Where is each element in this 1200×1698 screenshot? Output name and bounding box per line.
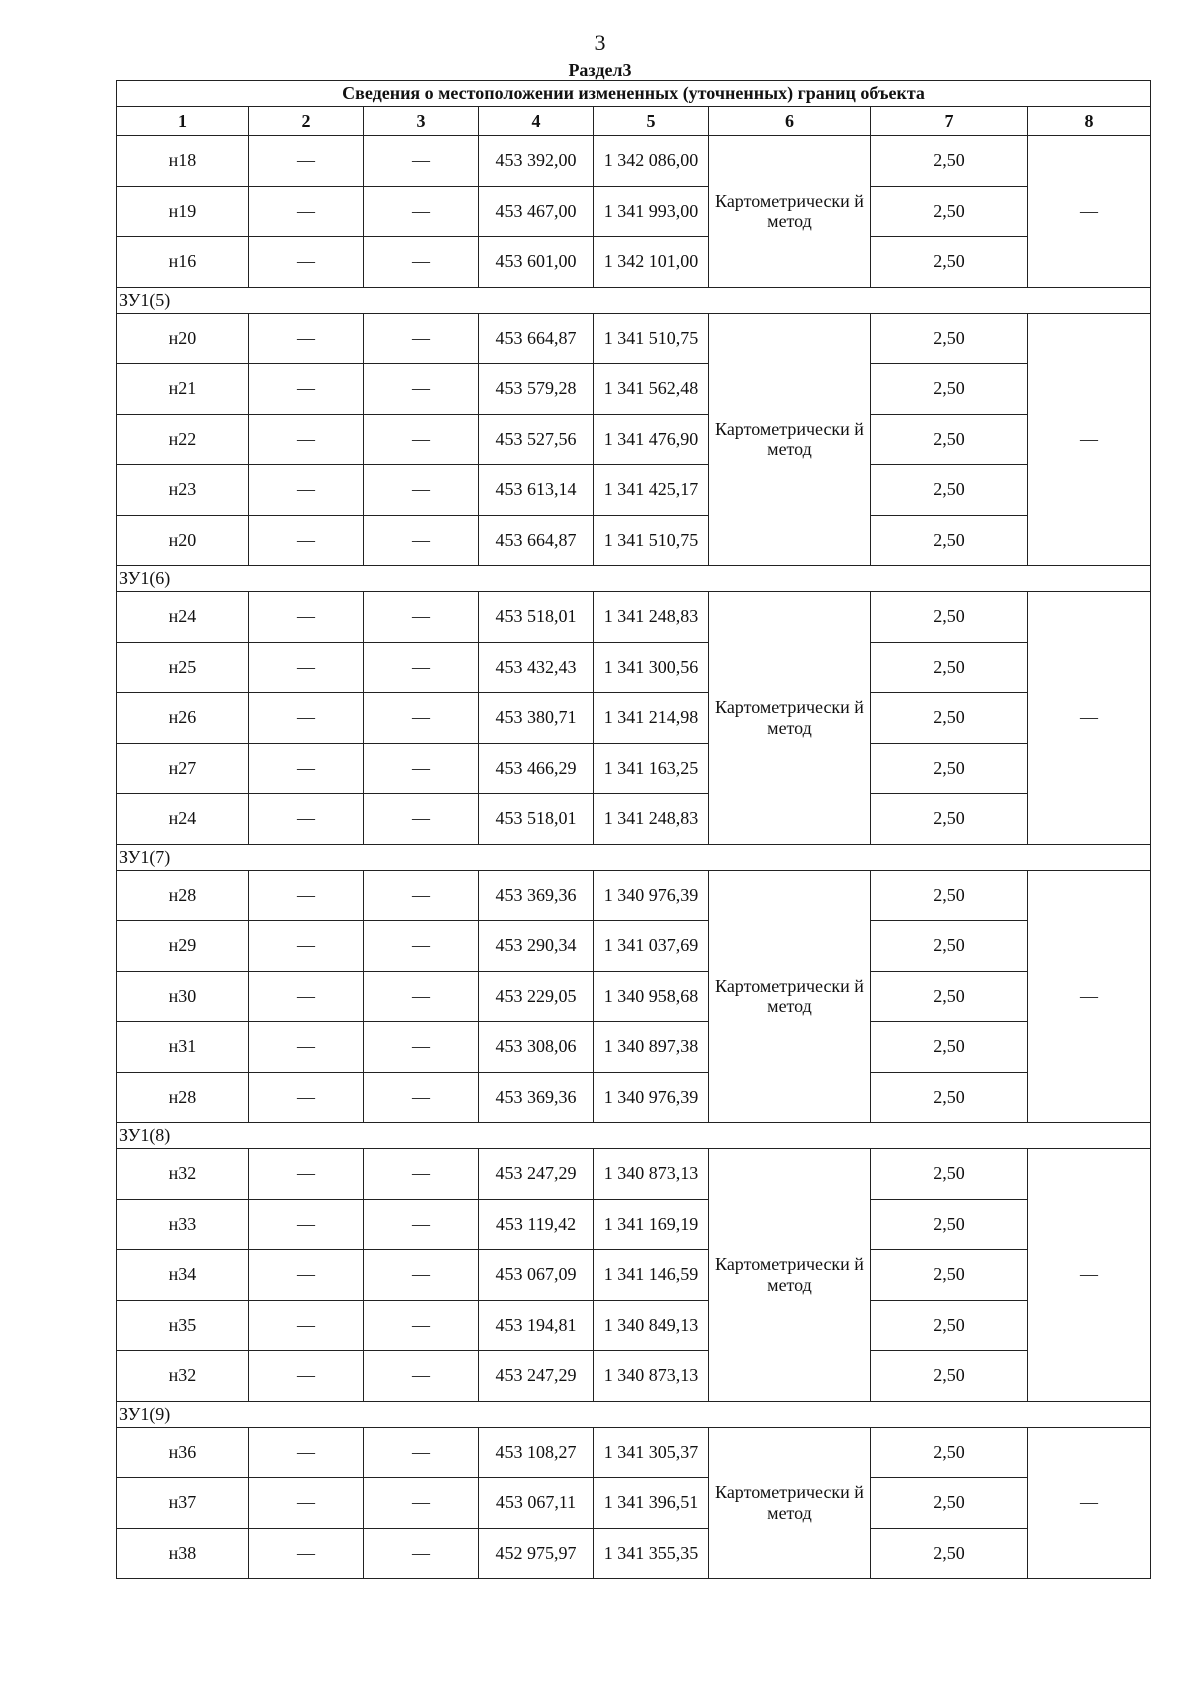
coordinate-x: 453 527,56 bbox=[479, 414, 594, 465]
accuracy-value: 2,50 bbox=[871, 313, 1028, 364]
empty-dash: — bbox=[249, 1427, 364, 1478]
empty-dash: — bbox=[249, 515, 364, 566]
column-number: 4 bbox=[479, 107, 594, 136]
accuracy-value: 2,50 bbox=[871, 1427, 1028, 1478]
coordinate-y: 1 341 476,90 bbox=[594, 414, 709, 465]
point-id: н16 bbox=[117, 237, 249, 288]
page-number: 3 bbox=[594, 30, 606, 55]
coordinate-x: 453 369,36 bbox=[479, 1072, 594, 1123]
table-row bbox=[117, 592, 1151, 643]
point-id: н23 bbox=[117, 465, 249, 516]
coordinate-x: 453 290,34 bbox=[479, 921, 594, 972]
point-id: н36 bbox=[117, 1427, 249, 1478]
coordinate-x: 453 067,09 bbox=[479, 1250, 594, 1301]
empty-dash: — bbox=[249, 1199, 364, 1250]
coordinate-x: 453 466,29 bbox=[479, 743, 594, 794]
point-id: н37 bbox=[117, 1478, 249, 1529]
table-row bbox=[117, 693, 1151, 744]
accuracy-value: 2,50 bbox=[871, 921, 1028, 972]
method-cell: Картометрически й метод bbox=[709, 1149, 871, 1402]
section-title: Раздел3 bbox=[568, 60, 632, 80]
column-number: 1 bbox=[117, 107, 249, 136]
table-row bbox=[117, 515, 1151, 566]
accuracy-value: 2,50 bbox=[871, 1022, 1028, 1073]
empty-dash: — bbox=[249, 1072, 364, 1123]
table-row bbox=[117, 186, 1151, 237]
coordinate-y: 1 341 163,25 bbox=[594, 743, 709, 794]
table-row bbox=[117, 1072, 1151, 1123]
empty-dash: — bbox=[364, 642, 479, 693]
point-id: н38 bbox=[117, 1528, 249, 1579]
point-id: н34 bbox=[117, 1250, 249, 1301]
coordinate-x: 452 975,97 bbox=[479, 1528, 594, 1579]
table-caption: Сведения о местоположении измененных (уточненных) границ объекта bbox=[117, 81, 1151, 107]
group-header-row bbox=[117, 566, 1151, 592]
empty-dash: — bbox=[364, 1300, 479, 1351]
empty-dash: — bbox=[249, 136, 364, 187]
table-row bbox=[117, 414, 1151, 465]
accuracy-value: 2,50 bbox=[871, 1351, 1028, 1402]
coordinate-y: 1 341 396,51 bbox=[594, 1478, 709, 1529]
table-row bbox=[117, 1022, 1151, 1073]
coordinate-y: 1 341 169,19 bbox=[594, 1199, 709, 1250]
group-header-row bbox=[117, 1401, 1151, 1427]
accuracy-value: 2,50 bbox=[871, 642, 1028, 693]
table-row bbox=[117, 743, 1151, 794]
table-row bbox=[117, 1528, 1151, 1579]
empty-dash: — bbox=[364, 794, 479, 845]
coordinate-y: 1 341 146,59 bbox=[594, 1250, 709, 1301]
coordinate-y: 1 340 976,39 bbox=[594, 1072, 709, 1123]
accuracy-value: 2,50 bbox=[871, 364, 1028, 415]
column-number-row bbox=[117, 107, 1151, 136]
coordinate-x: 453 229,05 bbox=[479, 971, 594, 1022]
point-id: н24 bbox=[117, 794, 249, 845]
empty-dash: — bbox=[364, 1427, 479, 1478]
empty-dash: — bbox=[249, 313, 364, 364]
table-row bbox=[117, 1300, 1151, 1351]
point-id: н33 bbox=[117, 1199, 249, 1250]
column-number: 8 bbox=[1028, 107, 1151, 136]
method-cell: Картометрически й метод bbox=[709, 870, 871, 1123]
empty-dash: — bbox=[249, 237, 364, 288]
coordinate-x: 453 467,00 bbox=[479, 186, 594, 237]
coordinate-x: 453 664,87 bbox=[479, 515, 594, 566]
coordinate-x: 453 108,27 bbox=[479, 1427, 594, 1478]
empty-dash: — bbox=[249, 870, 364, 921]
coordinate-x: 453 518,01 bbox=[479, 794, 594, 845]
accuracy-value: 2,50 bbox=[871, 592, 1028, 643]
accuracy-value: 2,50 bbox=[871, 515, 1028, 566]
column-number: 5 bbox=[594, 107, 709, 136]
coordinate-y: 1 341 510,75 bbox=[594, 515, 709, 566]
point-id: н19 bbox=[117, 186, 249, 237]
empty-dash: — bbox=[249, 1351, 364, 1402]
coordinate-x: 453 369,36 bbox=[479, 870, 594, 921]
coordinate-x: 453 380,71 bbox=[479, 693, 594, 744]
coordinate-y: 1 342 086,00 bbox=[594, 136, 709, 187]
point-id: н20 bbox=[117, 515, 249, 566]
empty-dash: — bbox=[249, 1149, 364, 1200]
empty-dash: — bbox=[249, 693, 364, 744]
point-id: н22 bbox=[117, 414, 249, 465]
coordinate-y: 1 341 037,69 bbox=[594, 921, 709, 972]
accuracy-value: 2,50 bbox=[871, 693, 1028, 744]
accuracy-value: 2,50 bbox=[871, 465, 1028, 516]
column-number: 7 bbox=[871, 107, 1028, 136]
group-header-row bbox=[117, 287, 1151, 313]
coordinate-y: 1 341 562,48 bbox=[594, 364, 709, 415]
accuracy-value: 2,50 bbox=[871, 1199, 1028, 1250]
empty-dash: — bbox=[249, 921, 364, 972]
point-id: н31 bbox=[117, 1022, 249, 1073]
empty-dash: — bbox=[364, 465, 479, 516]
table-row bbox=[117, 1199, 1151, 1250]
empty-dash: — bbox=[249, 186, 364, 237]
table-row bbox=[117, 1478, 1151, 1529]
empty-dash: — bbox=[249, 364, 364, 415]
table-row bbox=[117, 136, 1151, 187]
empty-dash: — bbox=[364, 237, 479, 288]
coordinate-x: 453 194,81 bbox=[479, 1300, 594, 1351]
empty-dash: — bbox=[249, 1022, 364, 1073]
point-id: н26 bbox=[117, 693, 249, 744]
empty-dash: — bbox=[364, 592, 479, 643]
boundary-coordinates-table bbox=[116, 80, 1151, 1579]
column-8-cell: — bbox=[1028, 870, 1151, 1123]
table-row bbox=[117, 313, 1151, 364]
accuracy-value: 2,50 bbox=[871, 186, 1028, 237]
point-id: н35 bbox=[117, 1300, 249, 1351]
empty-dash: — bbox=[364, 186, 479, 237]
coordinate-y: 1 341 300,56 bbox=[594, 642, 709, 693]
empty-dash: — bbox=[364, 743, 479, 794]
point-id: н28 bbox=[117, 870, 249, 921]
empty-dash: — bbox=[364, 921, 479, 972]
group-label: ЗУ1(7) bbox=[117, 844, 1151, 870]
column-number: 6 bbox=[709, 107, 871, 136]
coordinate-x: 453 579,28 bbox=[479, 364, 594, 415]
coordinate-y: 1 340 976,39 bbox=[594, 870, 709, 921]
empty-dash: — bbox=[249, 1478, 364, 1529]
coordinate-x: 453 601,00 bbox=[479, 237, 594, 288]
point-id: н18 bbox=[117, 136, 249, 187]
coordinate-x: 453 613,14 bbox=[479, 465, 594, 516]
accuracy-value: 2,50 bbox=[871, 870, 1028, 921]
table-row bbox=[117, 1427, 1151, 1478]
empty-dash: — bbox=[364, 414, 479, 465]
coordinate-y: 1 341 248,83 bbox=[594, 592, 709, 643]
point-id: н20 bbox=[117, 313, 249, 364]
method-cell: Картометрически й метод bbox=[709, 1427, 871, 1579]
coordinate-x: 453 119,42 bbox=[479, 1199, 594, 1250]
empty-dash: — bbox=[249, 971, 364, 1022]
coordinate-y: 1 341 510,75 bbox=[594, 313, 709, 364]
coordinate-x: 453 247,29 bbox=[479, 1351, 594, 1402]
table-row bbox=[117, 921, 1151, 972]
group-header-row bbox=[117, 1123, 1151, 1149]
empty-dash: — bbox=[249, 1300, 364, 1351]
coordinate-y: 1 341 214,98 bbox=[594, 693, 709, 744]
accuracy-value: 2,50 bbox=[871, 971, 1028, 1022]
coordinate-x: 453 067,11 bbox=[479, 1478, 594, 1529]
table-row bbox=[117, 1351, 1151, 1402]
coordinate-x: 453 518,01 bbox=[479, 592, 594, 643]
table-row bbox=[117, 1250, 1151, 1301]
table-row bbox=[117, 794, 1151, 845]
table-row bbox=[117, 642, 1151, 693]
empty-dash: — bbox=[364, 971, 479, 1022]
empty-dash: — bbox=[364, 515, 479, 566]
column-8-cell: — bbox=[1028, 592, 1151, 845]
coordinate-y: 1 342 101,00 bbox=[594, 237, 709, 288]
coordinate-x: 453 308,06 bbox=[479, 1022, 594, 1073]
empty-dash: — bbox=[364, 364, 479, 415]
accuracy-value: 2,50 bbox=[871, 1478, 1028, 1529]
column-8-cell: — bbox=[1028, 1427, 1151, 1579]
coordinate-y: 1 341 248,83 bbox=[594, 794, 709, 845]
empty-dash: — bbox=[364, 1250, 479, 1301]
empty-dash: — bbox=[249, 592, 364, 643]
column-number: 3 bbox=[364, 107, 479, 136]
method-cell: Картометрически й метод bbox=[709, 313, 871, 566]
empty-dash: — bbox=[249, 642, 364, 693]
coordinate-y: 1 341 355,35 bbox=[594, 1528, 709, 1579]
coordinate-x: 453 664,87 bbox=[479, 313, 594, 364]
table-row bbox=[117, 237, 1151, 288]
coordinate-y: 1 341 425,17 bbox=[594, 465, 709, 516]
point-id: н29 bbox=[117, 921, 249, 972]
table-row bbox=[117, 1149, 1151, 1200]
accuracy-value: 2,50 bbox=[871, 1528, 1028, 1579]
method-cell: Картометрически й метод bbox=[709, 592, 871, 845]
empty-dash: — bbox=[364, 136, 479, 187]
coordinate-y: 1 340 958,68 bbox=[594, 971, 709, 1022]
point-id: н25 bbox=[117, 642, 249, 693]
accuracy-value: 2,50 bbox=[871, 743, 1028, 794]
empty-dash: — bbox=[249, 414, 364, 465]
group-label: ЗУ1(9) bbox=[117, 1401, 1151, 1427]
table-row bbox=[117, 364, 1151, 415]
column-8-cell: — bbox=[1028, 1149, 1151, 1402]
accuracy-value: 2,50 bbox=[871, 1072, 1028, 1123]
column-8-cell: — bbox=[1028, 136, 1151, 288]
coordinate-x: 453 392,00 bbox=[479, 136, 594, 187]
accuracy-value: 2,50 bbox=[871, 1300, 1028, 1351]
coordinate-y: 1 341 993,00 bbox=[594, 186, 709, 237]
point-id: н32 bbox=[117, 1149, 249, 1200]
accuracy-value: 2,50 bbox=[871, 1149, 1028, 1200]
group-header-row bbox=[117, 844, 1151, 870]
coordinate-y: 1 340 849,13 bbox=[594, 1300, 709, 1351]
empty-dash: — bbox=[364, 870, 479, 921]
empty-dash: — bbox=[364, 1351, 479, 1402]
accuracy-value: 2,50 bbox=[871, 136, 1028, 187]
empty-dash: — bbox=[249, 465, 364, 516]
point-id: н24 bbox=[117, 592, 249, 643]
table-row bbox=[117, 465, 1151, 516]
empty-dash: — bbox=[364, 1478, 479, 1529]
accuracy-value: 2,50 bbox=[871, 1250, 1028, 1301]
point-id: н21 bbox=[117, 364, 249, 415]
empty-dash: — bbox=[249, 1528, 364, 1579]
empty-dash: — bbox=[364, 1149, 479, 1200]
empty-dash: — bbox=[249, 1250, 364, 1301]
coordinate-x: 453 432,43 bbox=[479, 642, 594, 693]
point-id: н32 bbox=[117, 1351, 249, 1402]
empty-dash: — bbox=[364, 1199, 479, 1250]
table-row bbox=[117, 971, 1151, 1022]
empty-dash: — bbox=[364, 313, 479, 364]
group-label: ЗУ1(5) bbox=[117, 287, 1151, 313]
point-id: н28 bbox=[117, 1072, 249, 1123]
coordinate-x: 453 247,29 bbox=[479, 1149, 594, 1200]
coordinate-y: 1 340 873,13 bbox=[594, 1351, 709, 1402]
group-label: ЗУ1(8) bbox=[117, 1123, 1151, 1149]
accuracy-value: 2,50 bbox=[871, 794, 1028, 845]
empty-dash: — bbox=[249, 794, 364, 845]
method-cell: Картометрически й метод bbox=[709, 136, 871, 288]
empty-dash: — bbox=[364, 1022, 479, 1073]
column-8-cell: — bbox=[1028, 313, 1151, 566]
point-id: н30 bbox=[117, 971, 249, 1022]
accuracy-value: 2,50 bbox=[871, 414, 1028, 465]
empty-dash: — bbox=[364, 1072, 479, 1123]
coordinate-y: 1 341 305,37 bbox=[594, 1427, 709, 1478]
coordinate-y: 1 340 897,38 bbox=[594, 1022, 709, 1073]
column-number: 2 bbox=[249, 107, 364, 136]
empty-dash: — bbox=[249, 743, 364, 794]
empty-dash: — bbox=[364, 693, 479, 744]
group-label: ЗУ1(6) bbox=[117, 566, 1151, 592]
empty-dash: — bbox=[364, 1528, 479, 1579]
accuracy-value: 2,50 bbox=[871, 237, 1028, 288]
point-id: н27 bbox=[117, 743, 249, 794]
coordinate-y: 1 340 873,13 bbox=[594, 1149, 709, 1200]
table-row bbox=[117, 870, 1151, 921]
